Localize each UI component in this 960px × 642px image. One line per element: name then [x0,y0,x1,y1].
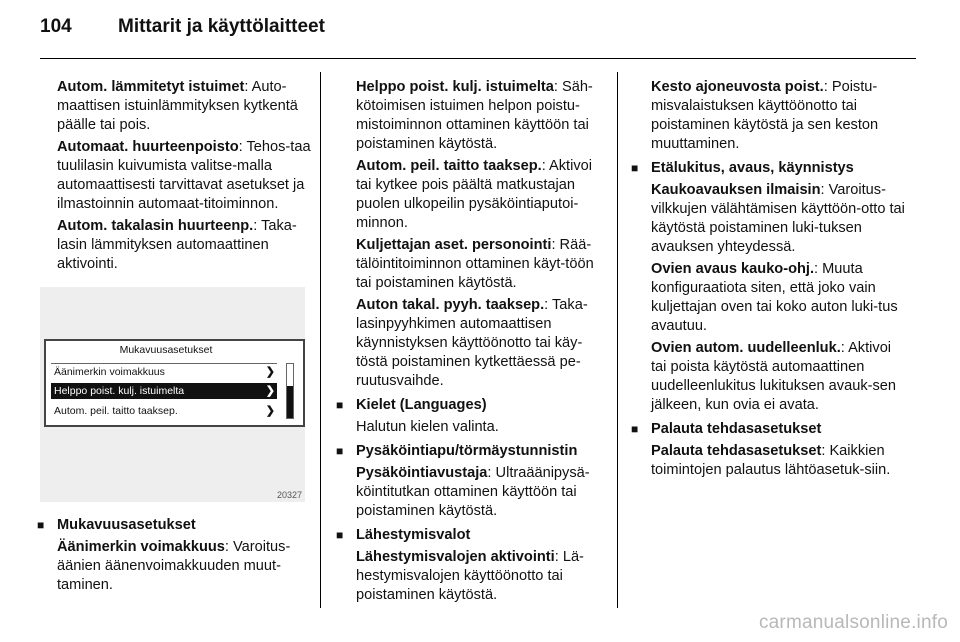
bullet-label: Kielet (Languages) [356,397,487,413]
term: Äänimerkin voimakkuus [57,539,225,555]
term: Palauta tehdasasetukset [651,443,822,459]
term: Ovien autom. uudelleenluk. [651,340,841,356]
column-1-bottom [37,511,312,598]
screen-scroll-thumb [287,386,293,418]
description: : Ultraäänipysä-köintitutkan ottaminen käyttöön tai poistaminen käytöstä. [356,465,590,519]
bullet-square-icon: ■ [336,398,344,412]
paragraph [356,464,606,521]
bullet-heading [631,159,909,178]
paragraph [651,78,909,154]
term: Pysäköintiavustaja [356,465,488,481]
description: : Muuta konfiguraatiota siten, että joko vain kuljettajan oven tai koko auton luki-tus avautuu. [651,261,898,334]
description: : Lä-hestymisvalojen käyttöönotto tai poistaminen käytöstä. [356,549,584,603]
bullet-heading [336,442,606,461]
description: : Taka-lasinpyyhkimen automaattisen käynnistyksen käyttöönotto tai käy-töstä poistaminen kytkettäessä pe-ruutusvaihde. [356,297,588,389]
screen-menu-item [51,403,277,419]
display-illustration [40,287,305,502]
description: : Aktivoi tai poista käytöstä automaattinen uudelleenlukitus lukituksen avauk-sen jälkeen, kun ovia ei avata. [651,340,897,413]
paragraph [651,339,909,415]
bullet-square-icon: ■ [631,161,639,175]
term: Lähestymisvalojen aktivointi [356,549,555,565]
term: Kuljettajan aset. personointi [356,237,552,253]
bullet-label: Palauta tehdasasetukset [651,421,822,437]
menu-item-label: Helppo poist. kulj. istuimelta [54,385,185,397]
chevron-right-icon: ❯ [265,405,275,417]
description: : Aktivoi tai kytkee pois päältä matkustajan puolen ulkopeilin pysäköintiaputoi-minnon. [356,158,592,231]
bullet-heading [631,420,909,439]
display-screen [44,339,305,427]
chevron-right-icon: ❯ [265,385,275,397]
term: Helppo poist. kulj. istuimelta [356,79,554,95]
bullet-label: Lähestymisvalot [356,527,471,543]
paragraph [356,236,606,293]
bullet-square-icon: ■ [37,518,45,532]
bullet-label: Mukavuusasetukset [57,517,196,533]
description: : Tehos-taa tuulilasin kuivumista valitse-malla automaattisesti tarvittavat asetukset ja ilmastoinnin automaat-titoiminnon. [57,139,311,212]
watermark-link[interactable]: carmanualsonline.info [758,612,948,633]
description: : Poistu-misvalaistuksen käyttöönotto tai poistaminen käytöstä ja sen keston muuttaminen. [651,79,879,152]
page-number: 104 [40,16,72,37]
paragraph [651,260,909,336]
page-header [40,16,920,46]
screen-menu-item-selected [51,383,277,399]
paragraph [57,78,312,135]
term: Kaukoavauksen ilmaisin [651,182,821,198]
paragraph [356,157,606,233]
paragraph [356,548,606,605]
description: : Auto-maattisen istuinlämmityksen kytkentä päälle tai pois. [57,79,298,133]
page-title: Mittarit ja käyttölaitteet [118,16,325,37]
bullet-square-icon: ■ [631,422,639,436]
image-code: 20327 [276,490,302,500]
bullet-heading [336,396,606,415]
column-divider-1 [320,72,321,608]
description: : Varoitus-äänien äänenvoimakkuuden muut-taminen. [57,539,291,593]
term: Auton takal. pyyh. taaksep. [356,297,545,313]
paragraph [651,181,909,257]
header-rule [40,58,916,59]
bullet-heading [37,516,312,535]
bullet-label: Etälukitus, avaus, käynnistys [651,160,854,176]
term: Autom. lämmitetyt istuimet [57,79,245,95]
column-divider-2 [617,72,618,608]
term: Autom. takalasin huurteenp. [57,218,254,234]
term: Kesto ajoneuvosta poist. [651,79,824,95]
screen-title: Mukavuusasetukset [119,344,213,356]
paragraph [57,138,312,214]
description: : Rää-tälöintitoiminnon ottaminen käyt-töön tai poistaminen käytöstä. [356,237,594,291]
paragraph: Halutun kielen valinta. [356,419,499,435]
paragraph [356,78,606,154]
column-3 [631,78,909,483]
column-2 [336,78,606,608]
paragraph [651,442,909,480]
description: : Varoitus-vilkkujen välähtämisen käyttöön-otto tai käytöstä poistaminen luki-tuksen avauksen yhteydessä. [651,182,905,255]
term: Ovien avaus kauko-ohj. [651,261,815,277]
description: : Säh-kötoimisen istuimen helpon poistu-mistoiminnon ottaminen käyttöön tai poistaminen käytöstä. [356,79,593,152]
term: Automaat. huurteenpoisto [57,139,239,155]
bullet-square-icon: ■ [336,528,344,542]
menu-item-label: Autom. peil. taitto taaksep. [54,405,178,417]
column-1 [57,78,312,277]
screen-menu-item [51,363,277,379]
paragraph [57,217,312,274]
description: : Taka-lasin lämmityksen automaattinen aktivointi. [57,218,297,272]
bullet-square-icon: ■ [336,444,344,458]
chevron-right-icon: ❯ [265,366,275,378]
description: : Kaikkien toimintojen palautus lähtöasetuk-siin. [651,443,891,478]
term: Autom. peil. taitto taaksep. [356,158,542,174]
paragraph [356,296,606,391]
bullet-heading [336,526,606,545]
menu-item-label: Äänimerkin voimakkuus [54,366,165,378]
screen-scrollbar [286,363,294,419]
bullet-label: Pysäköintiapu/törmäystunnistin [356,443,578,459]
paragraph [57,538,312,595]
